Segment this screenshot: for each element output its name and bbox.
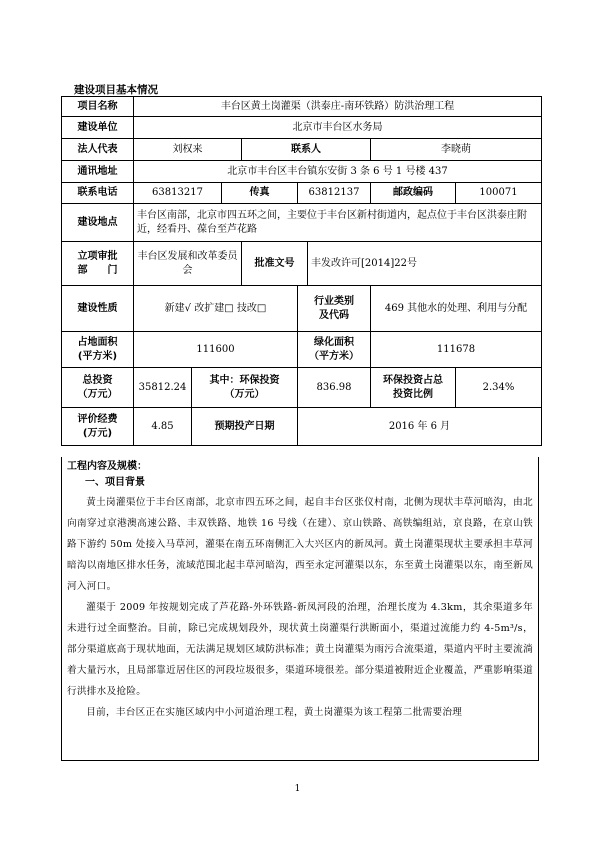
nature-value: 新建√ 改扩建□ 技改□ bbox=[134, 286, 298, 332]
row-area bbox=[62, 332, 542, 368]
area-label: 占地面积 (平方米) bbox=[62, 332, 134, 368]
investment-label: 总投资 （万元） bbox=[62, 368, 134, 408]
green-area-label: 绿化面积 （平方米） bbox=[298, 332, 371, 368]
page-number: 1 bbox=[294, 784, 301, 794]
location-value: 丰台区南部，北京市四五环之间，主要位于丰台区新村街道内，起点位于丰台区洪泰庄附近，经看丹、葆台至芦花路 bbox=[134, 204, 542, 242]
fax-value: 63812137 bbox=[298, 183, 371, 204]
row-assessment bbox=[62, 408, 542, 446]
production-date-value: 2016 年 6 月 bbox=[298, 408, 542, 446]
phone-label: 联系电话 bbox=[62, 183, 134, 204]
legal-rep-label: 法人代表 bbox=[62, 139, 134, 161]
env-investment-label: 其中：环保投资 （万元） bbox=[192, 368, 298, 408]
zip-label: 邮政编码 bbox=[371, 183, 456, 204]
builder-label: 建设单位 bbox=[62, 117, 134, 139]
section-title: 建设项目基本情况 bbox=[74, 84, 158, 96]
row-location bbox=[62, 204, 542, 242]
row-address bbox=[62, 161, 542, 183]
env-ratio-value: 2.34% bbox=[456, 368, 542, 408]
approval-value: 丰台区发展和改革委员会 bbox=[134, 242, 242, 286]
env-investment-value: 836.98 bbox=[298, 368, 371, 408]
background-paragraph-2: 灌渠于 2009 年按规划完成了芦花路-外环铁路-新凤河段的治理，治理长度为 4.3km，其余渠道多年未进行过全面整治。目前，除已完成规划段外，现状黄土岗灌渠行洪断面小，渠道过流能力约 4-5m³/s，部分渠道底高于现状地面，无法满足规划区域防洪标准；黄土岗灌渠为雨污合流渠道，渠道内平时主要流淌着大量污水，且局部靠近居住区的河段垃圾很多，渠道环境很差。部分渠道被附近企业覆盖，严重影响渠道行洪排水及抢险。 bbox=[67, 602, 533, 697]
area-value: 111600 bbox=[134, 332, 298, 368]
green-area-value: 111678 bbox=[371, 332, 542, 368]
production-date-label: 预期投产日期 bbox=[192, 408, 298, 446]
phone-value: 63813217 bbox=[134, 183, 222, 204]
investment-value: 35812.24 bbox=[134, 368, 192, 408]
row-project-name bbox=[62, 97, 542, 117]
background-paragraph-3: 目前，丰台区正在实施区域内中小河道治理工程，黄土岗灌渠为该工程第二批需要治理 bbox=[86, 707, 463, 718]
project-name-label: 项目名称 bbox=[62, 97, 134, 117]
row-investment bbox=[62, 368, 542, 408]
assessment-fee-label: 评价经费 (万元) bbox=[62, 408, 134, 446]
contact-value: 李晓萌 bbox=[371, 139, 542, 161]
env-ratio-label: 环保投资占总 投资比例 bbox=[371, 368, 456, 408]
assessment-fee-value: 4.85 bbox=[134, 408, 192, 446]
address-label: 通讯地址 bbox=[62, 161, 134, 183]
row-legal-rep bbox=[62, 139, 542, 161]
category-label: 行业类别 及代码 bbox=[298, 286, 371, 332]
contact-label: 联系人 bbox=[242, 139, 371, 161]
nature-label: 建设性质 bbox=[62, 286, 134, 332]
row-builder bbox=[62, 117, 542, 139]
doc-number-label: 批准文号 bbox=[242, 242, 308, 286]
zip-value: 100071 bbox=[456, 183, 542, 204]
location-label: 建设地点 bbox=[62, 204, 134, 242]
background-paragraph-1: 黄土岗灌渠位于丰台区南部，北京市四五环之间，起自丰台区张仪村南，北侧为现状丰草河暗沟，由北向南穿过京港澳高速公路、丰双铁路、地铁 16 号线（在建）、京山铁路、高铁编组站，京良路，在京山铁路下游约 50m 处接入马草河，灌渠在南五环南侧汇入大兴区内的新凤河。黄土岗灌渠现状主要承担丰草河暗沟以南地区排水任务，流域范围北起丰草河暗沟，西至永定河灌渠以东，东至黄土岗灌渠以东，南至新凤河入河口。 bbox=[67, 497, 533, 592]
project-name-value: 丰台区黄土岗灌渠（洪泰庄-南环铁路）防洪治理工程 bbox=[134, 97, 542, 117]
category-value: 469 其他水的处理、利用与分配 bbox=[371, 286, 542, 332]
fax-label: 传真 bbox=[222, 183, 298, 204]
project-info-table bbox=[61, 96, 542, 446]
legal-rep-value: 刘权来 bbox=[134, 139, 242, 161]
row-phone bbox=[62, 183, 542, 204]
address-value: 北京市丰台区丰台镇东安街 3 条 6 号 1 号楼 437 bbox=[134, 161, 542, 183]
row-approval bbox=[62, 242, 542, 286]
background-heading: 一、项目背景 bbox=[85, 477, 145, 488]
row-nature bbox=[62, 286, 542, 332]
doc-number-value: 丰发改许可[2014]22号 bbox=[308, 242, 542, 286]
builder-value: 北京市丰台区水务局 bbox=[134, 117, 542, 139]
work-content-title: 工程内容及规模： bbox=[67, 461, 147, 472]
work-content-section bbox=[61, 457, 539, 761]
approval-label: 立项审批 部 门 bbox=[62, 242, 134, 286]
